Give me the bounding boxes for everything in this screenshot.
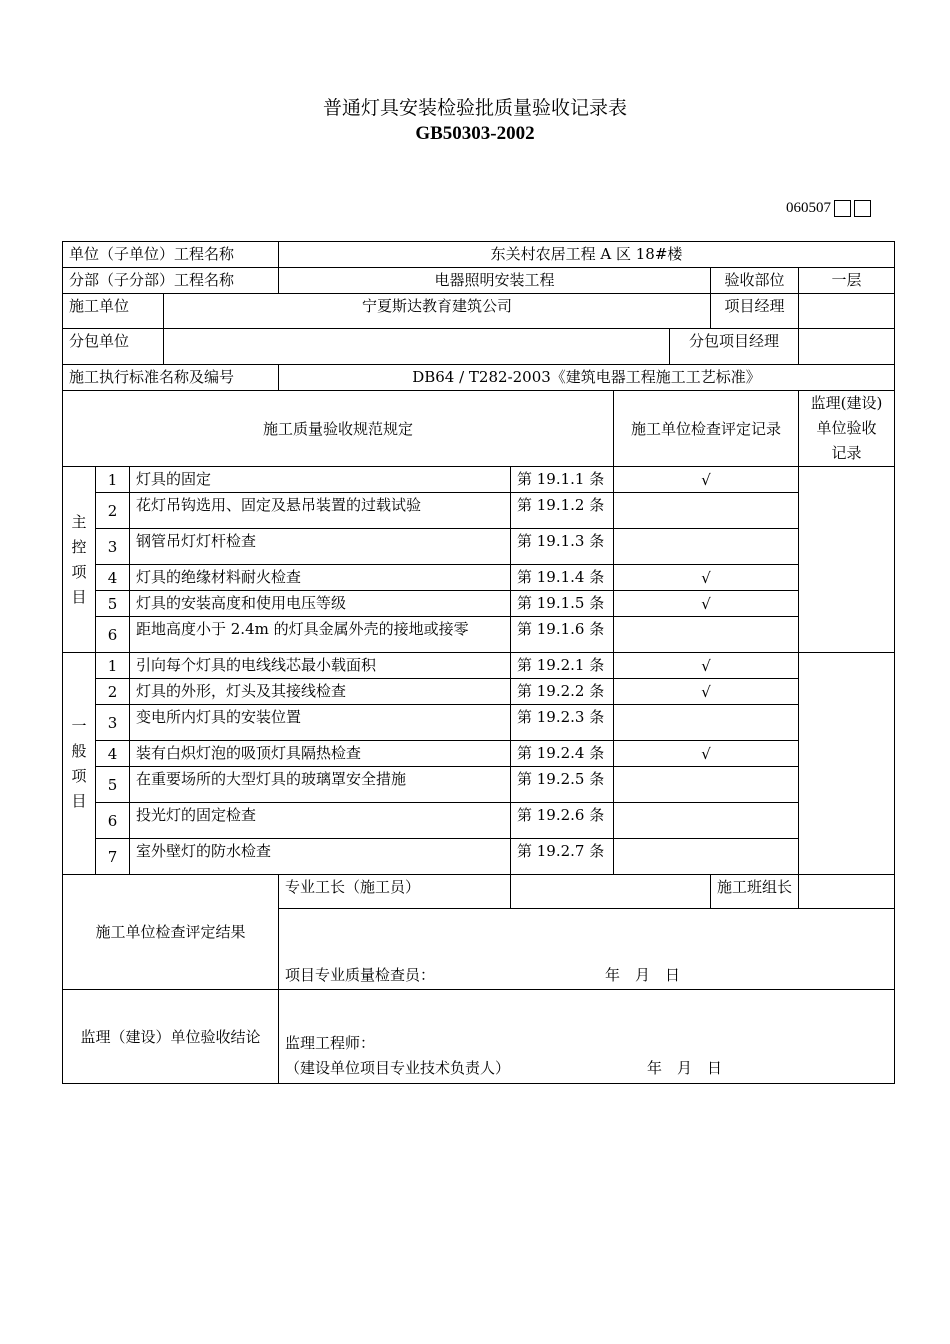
item-no: 1 <box>96 653 130 679</box>
item-desc: 室外壁灯的防水检查 <box>130 839 511 875</box>
item-desc: 灯具的外形，灯头及其接线检查 <box>130 679 511 705</box>
main-item-row <box>63 467 895 493</box>
engineer-label: 监理工程师： <box>285 1034 376 1052</box>
item-desc: 花灯吊钩选用、固定及悬吊装置的过载试验 <box>130 493 511 529</box>
item-check: √ <box>614 591 799 617</box>
owner-label: （建设单位项目专业技术负责人） <box>285 1059 511 1077</box>
row-subcontractor <box>63 329 895 365</box>
sub-project-value: 电器照明安装工程 <box>279 268 711 294</box>
item-clause: 第 19.2.1 条 <box>511 653 614 679</box>
supervisor-header-line3: 记录 <box>831 444 862 462</box>
item-check: √ <box>614 679 799 705</box>
item-desc: 灯具的安装高度和使用电压等级 <box>130 591 511 617</box>
item-clause: 第 19.2.6 条 <box>511 803 614 839</box>
item-clause: 第 19.1.4 条 <box>511 565 614 591</box>
spec-header: 施工质量验收规范规定 <box>63 391 614 467</box>
inspection-table <box>62 241 895 1084</box>
item-no: 5 <box>96 591 130 617</box>
item-no: 7 <box>96 839 130 875</box>
result-date: 年 月 日 <box>605 966 681 984</box>
item-desc: 引向每个灯具的电线线芯最小载面积 <box>130 653 511 679</box>
item-clause: 第 19.1.5 条 <box>511 591 614 617</box>
item-desc: 装有白炽灯泡的吸顶灯具隔热检查 <box>130 741 511 767</box>
main-item-row <box>63 565 895 591</box>
item-check <box>614 493 799 529</box>
item-desc: 投光灯的固定检查 <box>130 803 511 839</box>
item-check: √ <box>614 467 799 493</box>
pm-value <box>799 294 895 329</box>
general-item-row <box>63 679 895 705</box>
item-desc: 灯具的绝缘材料耐火检查 <box>130 565 511 591</box>
main-supervisor-record <box>799 467 895 653</box>
item-no: 3 <box>96 705 130 741</box>
sub-pm-label: 分包项目经理 <box>670 329 799 365</box>
general-supervisor-record <box>799 653 895 875</box>
form-code-text: 060507 <box>786 200 831 216</box>
exec-std-value: DB64 / T282-2003《建筑电器工程施工工艺标准》 <box>279 365 895 391</box>
standard-code: GB50303-2002 <box>415 123 535 144</box>
main-item-row <box>63 591 895 617</box>
item-check <box>614 803 799 839</box>
main-item-row <box>63 617 895 653</box>
item-clause: 第 19.2.4 条 <box>511 741 614 767</box>
row-contractor <box>63 294 895 329</box>
result-sign-area <box>279 909 895 990</box>
item-no: 3 <box>96 529 130 565</box>
item-no: 4 <box>96 565 130 591</box>
general-items-label <box>63 653 96 875</box>
item-check <box>614 767 799 803</box>
general-item-row <box>63 741 895 767</box>
foreman-label: 专业工长（施工员） <box>279 875 511 909</box>
supervisor-record-header <box>799 391 895 467</box>
item-clause: 第 19.1.3 条 <box>511 529 614 565</box>
main-label-char: 目 <box>71 587 87 606</box>
item-clause: 第 19.2.5 条 <box>511 767 614 803</box>
item-desc: 在重要场所的大型灯具的玻璃罩安全措施 <box>130 767 511 803</box>
item-no: 1 <box>96 467 130 493</box>
item-check: √ <box>614 653 799 679</box>
item-desc: 钢管吊灯灯杆检查 <box>130 529 511 565</box>
item-check <box>614 839 799 875</box>
supervisor-header-line1: 监理(建设) <box>810 394 883 412</box>
item-no: 6 <box>96 617 130 653</box>
item-no: 4 <box>96 741 130 767</box>
sub-project-label: 分部（子分部）工程名称 <box>63 268 279 294</box>
form-code-box-1[interactable] <box>834 200 851 217</box>
general-item-row <box>63 705 895 741</box>
item-no: 2 <box>96 493 130 529</box>
conclusion-sign-area <box>279 990 895 1084</box>
item-no: 6 <box>96 803 130 839</box>
item-clause: 第 19.2.7 条 <box>511 839 614 875</box>
item-desc: 距地高度小于 2.4m 的灯具金属外壳的接地或接零 <box>130 617 511 653</box>
unit-project-label: 单位（子单位）工程名称 <box>63 242 279 268</box>
acceptance-part-value: 一层 <box>799 268 895 294</box>
row-unit-project <box>63 242 895 268</box>
item-no: 2 <box>96 679 130 705</box>
general-item-row <box>63 839 895 875</box>
row-sub-project <box>63 268 895 294</box>
item-desc: 灯具的固定 <box>130 467 511 493</box>
item-clause: 第 19.1.6 条 <box>511 617 614 653</box>
form-code <box>786 198 871 218</box>
item-desc: 变电所内灯具的安装位置 <box>130 705 511 741</box>
inspector-line <box>285 965 888 985</box>
conclusion-row <box>63 990 895 1084</box>
result-label: 施工单位检查评定结果 <box>63 875 279 990</box>
team-leader-label: 施工班组长 <box>711 875 799 909</box>
item-check <box>614 617 799 653</box>
pm-label: 项目经理 <box>711 294 799 329</box>
general-label-char: 一 <box>71 716 87 735</box>
form-title: 普通灯具安装检验批质量验收记录表 <box>322 97 627 119</box>
item-clause: 第 19.1.2 条 <box>511 493 614 529</box>
general-label-char: 目 <box>71 791 87 810</box>
item-check: √ <box>614 741 799 767</box>
general-item-row <box>63 803 895 839</box>
item-clause: 第 19.2.3 条 <box>511 705 614 741</box>
item-no: 5 <box>96 767 130 803</box>
item-check <box>614 705 799 741</box>
item-clause: 第 19.1.1 条 <box>511 467 614 493</box>
subcontractor-value <box>164 329 670 365</box>
main-item-row <box>63 493 895 529</box>
item-clause: 第 19.2.2 条 <box>511 679 614 705</box>
conclusion-date: 年 月 日 <box>647 1059 723 1077</box>
contractor-label: 施工单位 <box>63 294 164 329</box>
sub-pm-value <box>799 329 895 365</box>
foreman-value <box>511 875 711 909</box>
general-label-char: 项 <box>71 766 87 785</box>
unit-project-value: 东关村农居工程 A 区 18#楼 <box>279 242 895 268</box>
contractor-record-header: 施工单位检查评定记录 <box>614 391 799 467</box>
row-exec-standard <box>63 365 895 391</box>
form-code-box-2[interactable] <box>854 200 871 217</box>
subcontractor-label: 分包单位 <box>63 329 164 365</box>
inspector-label: 项目专业质量检查员： <box>285 966 436 984</box>
item-check: √ <box>614 565 799 591</box>
acceptance-part-label: 验收部位 <box>711 268 799 294</box>
main-items-label <box>63 467 96 653</box>
supervisor-header-line2: 单位验收 <box>816 419 877 437</box>
main-item-row <box>63 529 895 565</box>
contractor-value: 宁夏斯达教育建筑公司 <box>164 294 711 329</box>
main-label-char: 控 <box>71 537 87 556</box>
main-label-char: 项 <box>71 562 87 581</box>
owner-line <box>285 1056 888 1081</box>
general-label-char: 般 <box>71 741 87 760</box>
team-leader-value <box>799 875 895 909</box>
general-item-row <box>63 653 895 679</box>
result-row-top <box>63 875 895 909</box>
exec-std-label: 施工执行标准名称及编号 <box>63 365 279 391</box>
item-check <box>614 529 799 565</box>
general-item-row <box>63 767 895 803</box>
main-label-char: 主 <box>71 512 87 531</box>
conclusion-label: 监理（建设）单位验收结论 <box>63 990 279 1084</box>
row-column-headers <box>63 391 895 467</box>
